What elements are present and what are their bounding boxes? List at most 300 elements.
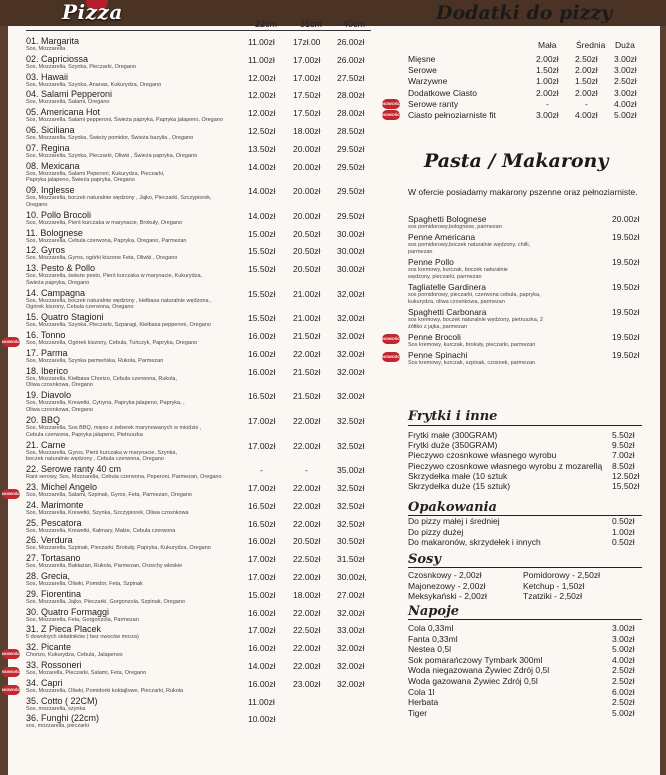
pizza-price: 10.00zł: [248, 714, 276, 725]
pizza-price: 33.00zł: [337, 625, 365, 636]
pizza-name: 24. Marimonte: [26, 499, 84, 510]
pizza-item: [26, 330, 326, 347]
pizza-price: 22.00zł: [293, 661, 321, 671]
pizza-ingredients: Sos, Mozzarella, Szynka, Pieczarki, Oliwki , Świeża papryka, Oregano: [26, 152, 198, 159]
frytki-rule: [408, 425, 642, 426]
napoje-price: 3.00zł: [612, 633, 635, 644]
opakowania-item: Do pizzy małej i średniej: [408, 516, 500, 526]
opakowania-price: 0.50zł: [612, 516, 635, 526]
new-badge-label: NOWOŚĆ: [2, 651, 21, 657]
dodatki-price: 1.00zł: [536, 76, 559, 87]
pizza-name: 04. Salami Pepperoni: [26, 89, 113, 100]
pizza-item: [26, 263, 326, 286]
pizza-price: 14.00zł: [248, 661, 276, 671]
pizza-ingredients: Sos, Mozzarella, Krewetki, Cytryna, Papryka jalapeno, Papryka, ,: [26, 400, 185, 407]
frytki-price: 12.50zł: [612, 470, 640, 481]
pizza-ingredients: Sos, Mozzarella, Oliwki, Pomidorki koktajlowe, Pieczarki, Rukola: [26, 687, 184, 694]
pizza-ingredients: Sos, Mozzarella, Szynka parmeńska, Rukola, Parmezan: [26, 358, 164, 364]
pizza-price: 12.00zł: [248, 72, 276, 83]
pizza-price: 32.00zł: [337, 331, 365, 342]
pizza-price: 18.00zł: [293, 126, 321, 136]
pasta-price: 19.50zł: [612, 257, 640, 267]
napoje-price: 3.00zł: [612, 623, 635, 633]
pizza-price: 16.50zł: [248, 500, 276, 511]
pasta-ingredients: Sos kremowy, kurczak, brokuły, pieczarki, parmezan: [408, 342, 536, 348]
pizza-ingredients: Sos, Mozzarella, Salami, Oregano: [26, 99, 110, 106]
dodatki-price: 2.50zł: [575, 54, 598, 64]
dodatki-price: 5.00zł: [614, 110, 637, 120]
pizza-price: 32.00zł: [337, 643, 365, 654]
pizza-price: 32.00zł: [337, 391, 365, 402]
frytki-price: 8.50zł: [612, 460, 635, 471]
pizza-price: 30.00zł: [337, 246, 365, 257]
napoje-price: 2.50zł: [612, 697, 635, 708]
pasta-intro: W ofercie posiadamy makarony pszenne oraz pełnoziarniste.: [408, 187, 638, 197]
pizza-ingredients: Oregano: [26, 201, 48, 208]
pizza-ingredients: Sos, Mozarella, Pieczarki, Salami, Feta, Oregano: [26, 670, 147, 676]
frytki-item: Frytki duże (350GRAM): [408, 440, 498, 451]
pizza-price: -: [260, 465, 263, 476]
pizza-ingredients: Sos, Mozzarella, świeże pesto, Pierś kurczaka w marynacie, Kukurydza,: [26, 273, 203, 280]
dodatki-price: -: [546, 98, 549, 109]
pizza-price: 32.00zł: [337, 607, 365, 618]
pizza-ingredients: Sos, Mozzarella, Feta, Gorgonzola, Parmezan: [26, 616, 139, 623]
pizza-price: 17.00zł: [248, 483, 276, 493]
sos-item: Ketchup - 1,50zł: [523, 580, 585, 591]
pizza-name: 28. Grecia,: [26, 571, 71, 581]
new-badge: [2, 649, 20, 659]
pizza-price: 32.00zł: [337, 678, 365, 689]
pizza-ingredients: Sos, Mozzarella, Szpinak, Pieczarki, Brokuły, Papryka, Kukurydza, Oregano: [26, 545, 211, 552]
pizza-name: 05. Americana Hot: [26, 107, 101, 118]
pizza-price: 22.00zł: [293, 416, 321, 426]
pizza-price: 15.00zł: [248, 589, 276, 600]
pizza-name: 14. Campagna: [26, 287, 86, 298]
pizza-price: 12.00zł: [248, 108, 276, 119]
pizza-name: 34. Capri: [26, 677, 63, 688]
pizza-item: [26, 589, 326, 606]
pasta-ingredients: parmezan: [408, 248, 433, 255]
dodatki-price: 3.00zł: [614, 87, 637, 98]
pizza-price: 22.50zł: [293, 625, 321, 636]
new-badge-label: NOWOŚĆ: [382, 112, 401, 117]
pizza-name: 23. Michel Angelo: [26, 482, 98, 492]
pizza-price: 11.00zł: [248, 54, 275, 65]
new-badge: [382, 110, 400, 120]
opakowania-price: 0.50zł: [612, 537, 635, 547]
opakowania-price: 1.00zł: [612, 526, 635, 537]
pizza-name: 06. Siciliana: [26, 125, 75, 135]
pizza-ingredients: Papryka jalapeno, Świeża papryka, Oregano: [26, 177, 135, 184]
new-badge-label: NOWOŚĆ: [2, 491, 21, 496]
dodatki-price: 3.00zł: [614, 65, 637, 76]
pasta-name: Penne Brocoli: [408, 332, 461, 342]
pizza-price: 26.00zł: [337, 54, 365, 65]
pizza-item: [26, 553, 326, 570]
pasta-ingredients: sos pomidorowy, pieczarki, czerwona cebula, papryka,: [408, 292, 541, 298]
napoje-item: Woda niegazowana Żywiec Zdrój 0,5l: [408, 665, 550, 676]
pizza-ingredients: Sos, Mozzarella, Szynka, Ananas, Kukurydza, Oregano: [26, 81, 162, 88]
pizza-price: 32.00zł: [337, 313, 365, 324]
pizza-ingredients: sos, mozzarella, pieczarki: [26, 723, 89, 730]
pizza-ingredients: Oliwa czosnkowa, Oregano: [26, 382, 93, 389]
dodatki-price: 2.00zł: [536, 54, 559, 64]
pizza-price: 21.00zł: [293, 313, 321, 324]
pizza-price: 32.50zł: [337, 518, 365, 529]
pizza-price: 30.00zł: [337, 228, 365, 239]
new-badge: [382, 99, 400, 109]
pizza-ingredients: Sos, Mozzarella, Salami pepperoni, Świeża papryka, Papryka jalapeno, Oregano: [26, 117, 223, 124]
pizza-name: 07. Regina: [26, 142, 70, 153]
pizza-price: 17.00zł: [248, 572, 276, 582]
pizza-price: 29.50zł: [337, 210, 365, 221]
pizza-ingredients: Sos, Mozzarella, Ogórek kiszony, Cebula, Tuńczyk, Papryka, Oregano: [26, 340, 198, 347]
pizza-price: 16.50zł: [248, 518, 276, 529]
pasta-name: Penne Pollo: [408, 257, 454, 267]
pizza-item: [26, 143, 326, 160]
new-badge: [2, 667, 20, 677]
pizza-price: 16.00zł: [248, 643, 276, 654]
pizza-price: 14.00zł: [248, 210, 276, 221]
pizza-price: 17.50zł: [293, 108, 321, 119]
napoje-item: Herbata: [408, 697, 439, 708]
pizza-ingredients: Sos, Mozzarella, Szynka, Pieczarki, Oregano: [26, 63, 137, 70]
opakowania-title: Opakowania: [408, 500, 497, 515]
pasta-price: 20.00zł: [612, 214, 640, 224]
pizza-price: 16.00zł: [248, 678, 276, 689]
pizza-price: 17.00zł: [248, 440, 276, 451]
pizza-item: [26, 288, 326, 311]
pizza-item: [26, 678, 326, 695]
napoje-item: Tiger: [408, 707, 428, 718]
frytki-price: 5.50zł: [612, 430, 635, 440]
pizza-ingredients: Sos, Mozzarella, Szynka, Pieczarki, Szparagi, Kiełbasa pepperoni, Oregano: [26, 322, 211, 329]
napoje-rule: [408, 619, 642, 620]
pizza-name: 25. Pescatora: [26, 517, 82, 528]
pizza-price: 30.50zł: [337, 536, 365, 547]
pizza-ingredients: Sos, Mozzarella, Kiełbasa Chorizo, Cebula czerwona, Rukola,: [26, 375, 178, 382]
dodatki-price: 4.00zł: [614, 98, 637, 109]
napoje-price: 6.00zł: [612, 686, 635, 697]
new-badge-label: NOWOŚĆ: [382, 354, 401, 359]
dodatki-item: Mięsne: [408, 54, 436, 64]
pizza-price: 15.00zł: [248, 228, 276, 239]
napoje-item: Cola 0,33ml: [408, 623, 454, 633]
pizza-ingredients: Sos, Mozzarella, Krewetki, Szynka, Szczypiorek, Oliwa czosnkowa: [26, 509, 189, 516]
dodatki-price: 1.50zł: [575, 76, 598, 87]
pizza-item: [26, 228, 326, 245]
frytki-price: 9.50zł: [612, 440, 635, 451]
pasta-price: 19.50zł: [612, 307, 640, 317]
pizza-ingredients: Sos, Mozzarella, boczek naturalnie wędzony , Jajko, Pieczarki, Szczypiorek,: [26, 195, 212, 202]
pizza-price: 20.50zł: [293, 264, 321, 275]
new-badge: [2, 685, 20, 695]
napoje-item: Cola 1l: [408, 686, 435, 697]
pizza-price: 21.00zł: [293, 288, 321, 299]
pizza-ingredients: Sos, Mozzarella, Sos BBQ, mięso z żeberek marynowanych w miodzie ,: [26, 425, 202, 431]
pizza-price: 12.00zł: [248, 90, 276, 101]
pasta-price: 19.50zł: [612, 282, 640, 292]
pasta-title: Pasta / Makarony: [424, 150, 609, 172]
pizza-price: 27.50zł: [337, 72, 365, 83]
pizza-price: 16.00zł: [248, 349, 276, 359]
pizza-price: 13.50zł: [248, 143, 276, 154]
pizza-name: 29. Fiorentina: [26, 588, 82, 599]
pizza-item: [26, 660, 326, 677]
frytki-item: Skrzydełka małe (10 sztuk: [408, 470, 508, 481]
napoje-item: Fanta 0,33ml: [408, 633, 458, 644]
pizza-price: 11.00zł: [248, 696, 275, 707]
sos-item: Majonezowy - 2,00zł: [408, 580, 486, 591]
pizza-price: 28.00zł: [337, 90, 365, 101]
dodatki-price: 1.50zł: [536, 65, 559, 76]
sosy-title: Sosy: [408, 552, 441, 567]
pizza-header-rule: [26, 30, 371, 31]
pizza-name: 12. Gyros: [26, 245, 66, 256]
pizza-price: 15.50zł: [248, 313, 276, 324]
pizza-ingredients: Sos, Mozzarella, Gyros, ogórki kiszone Feta, Oliwki , Oregano: [26, 255, 178, 262]
dodatki-item: Ciasto pełnoziarniste fit: [408, 110, 496, 120]
pizza-price: 12.50zł: [248, 126, 276, 136]
pizza-name: 08. Mexicana: [26, 160, 80, 171]
pizza-item: [26, 366, 326, 389]
pizza-price: 15.50zł: [248, 288, 276, 299]
frytki-item: Pieczywo czosnkowe własnego wyrobu z mozarellą: [408, 460, 603, 471]
pizza-item: [26, 571, 326, 588]
pizza-item: [26, 624, 326, 641]
dodatki-header-srednia: Średnia: [576, 40, 606, 50]
pizza-name: 35. Cotto ( 22CM): [26, 695, 98, 706]
frytki-item: Frytki małe (300GRAM): [408, 430, 498, 440]
pizza-price: 32.00zł: [337, 288, 365, 299]
pizza-ingredients: Sos, Mozzarella: [26, 46, 66, 52]
pasta-ingredients: sos kremowy, boczek naturalnie wędzony, pietruszka, 2: [408, 317, 543, 323]
pizza-price: 17.00zł: [293, 72, 321, 83]
pizza-ingredients: Oliwa czosnkowa, Oregano: [26, 406, 93, 413]
napoje-title: Napoje: [408, 604, 460, 619]
new-badge-label: NOWOŚĆ: [382, 336, 401, 341]
pizza-item: [26, 107, 326, 124]
pasta-name: Penne Spinachi: [408, 350, 468, 360]
pizza-item: [26, 607, 326, 624]
frytki-price: 15.50zł: [612, 481, 640, 491]
pizza-name: 16. Tonno: [26, 330, 66, 341]
pizza-ingredients: Sos, Mozzarella, Salami Peperoni, Kukurydza, Pieczarki,: [26, 170, 165, 177]
pasta-price: 19.50zł: [612, 332, 640, 342]
pasta-name: Spaghetti Carbonara: [408, 307, 487, 317]
pizza-price: 21.50zł: [293, 331, 321, 342]
new-badge-label: NOWOŚĆ: [2, 669, 21, 674]
pizza-price: 31.50zł: [337, 554, 365, 565]
napoje-item: Nestea 0,5l: [408, 644, 451, 655]
pizza-name: 31. Z Pieca Placek: [26, 624, 102, 635]
pizza-price: 20.00zł: [293, 161, 321, 172]
pizza-name: 13. Pesto & Pollo: [26, 263, 96, 274]
pizza-price: 22.00zł: [293, 572, 321, 582]
new-badge-label: NOWOŚĆ: [2, 686, 21, 692]
napoje-price: 4.00zł: [612, 654, 635, 665]
napoje-item: Woda gazowana Żywiec Zdrój 0,5l: [408, 676, 538, 686]
pizza-item: [26, 415, 326, 438]
pasta-name: Penne Americana: [408, 232, 476, 242]
pizza-price: 20.00zł: [293, 210, 321, 221]
pizza-item: [26, 713, 326, 730]
new-badge: [2, 489, 20, 499]
pasta-price: 19.50zł: [612, 350, 640, 360]
pasta-ingredients: Sos kremowy, kurczak, szpinak, czosnek, parmezan: [408, 360, 536, 366]
dodatki-header-duza: Duża: [615, 40, 635, 50]
pizza-name: 21. Carne: [26, 439, 66, 450]
pizza-item: [26, 518, 326, 535]
napoje-item: Sok pomarańczowy Tymbark 300ml: [408, 654, 543, 665]
sos-item: Tzatziki - 2,50zł: [523, 591, 583, 601]
pizza-price: 22.00zł: [293, 440, 321, 451]
pizza-ingredients: Świeża papryka, Oregano: [26, 279, 90, 286]
size-22-header: 22cm: [255, 19, 278, 29]
dodatki-price: 4.00zł: [575, 110, 598, 120]
pizza-item: [26, 348, 326, 365]
sos-item: Czosnkowy - 2,00zł: [408, 570, 482, 580]
pizza-price: 22.00zł: [293, 643, 321, 654]
pizza-price: 32.00zł: [337, 661, 365, 671]
pizza-price: 22.00zł: [293, 483, 321, 493]
napoje-price: 5.00zł: [612, 707, 635, 718]
pizza-price: 11.00zł: [248, 37, 275, 47]
pizza-price: 29.50zł: [337, 143, 365, 154]
pizza-price: 16.00zł: [248, 366, 276, 377]
pizza-ingredients: boczek naturalnie wędzony , Cebula czerwona, Oregano: [26, 456, 164, 463]
pizza-price: 16.00zł: [248, 536, 276, 547]
opakowania-item: Do makaronów, skrzydełek i innych: [408, 537, 541, 547]
sos-item: Pomidorowy - 2,50zł: [523, 570, 601, 580]
pizza-price: -: [305, 465, 308, 476]
pasta-price: 19.50zł: [612, 232, 640, 242]
pizza-price: 20.50zł: [293, 536, 321, 547]
pizza-price: 29.50zł: [337, 186, 365, 197]
dodatki-item: Serowe ranty: [408, 98, 459, 109]
pizza-price: 21.50zł: [293, 391, 321, 402]
pizza-name: 33. Rossoneri: [26, 660, 82, 670]
pizza-price: 22.00zł: [293, 607, 321, 618]
dodatki-item: Serowe: [408, 65, 437, 76]
pizza-name: 32. Picante: [26, 642, 72, 653]
pizza-ingredients: Sos, Mozzarella, Salami, Szpinak, Gyros, Feta, Parmezan, Oregano: [26, 492, 192, 498]
napoje-price: 5.00zł: [612, 644, 635, 655]
pizza-ingredients: 5 dowolnych składników ( bez owoców morza): [26, 634, 139, 641]
opakowania-item: Do pizzy dużej: [408, 526, 464, 537]
pizza-ingredients: Sos, Mozzarella, Pierś kurczaka w marynacie, Brokuły, Oregano: [26, 219, 183, 226]
pizza-price: 22.50zł: [293, 554, 321, 565]
pizza-price: 32.50zł: [337, 416, 365, 426]
new-badge-label: NOWOŚĆ: [382, 100, 401, 106]
frytki-price: 7.00zł: [612, 450, 635, 461]
pizza-item: [26, 72, 326, 89]
pizza-price: 28.00zł: [337, 108, 365, 119]
pizza-item: [26, 210, 326, 227]
new-badge: [2, 337, 20, 347]
pizza-ingredients: Sos, Mozzarella, Krewetki, Kalmary, Małże, Cebula czerwona: [26, 527, 176, 534]
new-badge: [382, 352, 400, 362]
pizza-price: 22.00zł: [293, 349, 321, 359]
pizza-item: [26, 390, 326, 413]
pizza-price: 32.50zł: [337, 500, 365, 511]
pizza-name: 27. Tortasano: [26, 553, 81, 564]
pizza-item: [26, 482, 326, 499]
pizza-price: 22.00zł: [293, 500, 321, 511]
pizza-ingredients: Ogórek kiszony, Cebula czerwona, Oregano: [26, 304, 134, 311]
size-31-header: 31cm: [300, 19, 323, 29]
pizza-item: [26, 464, 326, 481]
pasta-name: Spaghetti Bolognese: [408, 214, 487, 224]
dodatki-item: Dodatkowe Ciasto: [408, 87, 477, 98]
pizza-ingredients: Sos, mozzarella, szynka: [26, 705, 86, 712]
pizza-name: 19. Diavolo: [26, 390, 72, 401]
pizza-price: 17.00zł: [248, 416, 276, 426]
size-40-header: 40cm: [343, 19, 366, 29]
dodatki-item: Warzywne: [408, 76, 448, 87]
new-badge-label: NOWOŚĆ: [2, 339, 21, 345]
pizza-price: 17.00zł: [248, 554, 276, 565]
dodatki-title: Dodatki do pizzy: [436, 2, 613, 24]
pizza-ingredients: Sos, Mozzarella, Bakłażan, Rukola, Parmezan, Orzechy włoskie: [26, 563, 183, 570]
pizza-ingredients: Sos, Mozzarella, Oliwki, Pomidor, Feta, Szpinak: [26, 581, 143, 587]
napoje-price: 2.50zł: [612, 676, 635, 686]
pizza-price: 28.50zł: [337, 126, 365, 136]
pizza-name: 11. Bolognese: [26, 227, 83, 238]
pasta-ingredients: wędzony, pieczarki, parmezan: [408, 273, 482, 280]
dodatki-price: 2.50zł: [614, 76, 637, 87]
dodatki-price: 2.00zł: [536, 87, 559, 98]
pizza-item: [26, 36, 326, 53]
pizza-price: 35.00zł: [337, 465, 365, 476]
pizza-ingredients: Chorizo, Kukurydza, Cebula, Jalapenos: [26, 652, 123, 659]
pizza-name: 15. Quatro Stagioni: [26, 312, 104, 323]
pizza-price: 27.00zł: [337, 589, 365, 600]
pizza-name: 01. Margarita: [26, 36, 80, 46]
pizza-ingredients: Sos, Mozzarella, Szynka, Świeży pomidor, Świeża bazylia , Oregano: [26, 135, 194, 141]
pizza-item: [26, 125, 326, 142]
pizza-name: 17. Parma: [26, 348, 68, 358]
pizza-price: 22.00zł: [293, 518, 321, 529]
pasta-ingredients: sos pomidorowy,boczek naturalnie wędzony, chilli,: [408, 242, 531, 248]
pizza-name: 09. Inglesse: [26, 185, 75, 196]
pizza-name: 22. Serowe ranty 40 cm: [26, 464, 122, 475]
pizza-price: 17zł.00: [293, 37, 321, 47]
pizza-item: [26, 440, 326, 463]
pizza-price: 16.50zł: [248, 391, 276, 402]
pizza-price: 23.00zł: [293, 678, 321, 689]
pizza-price: 20.50zł: [293, 228, 321, 239]
pizza-item: [26, 245, 326, 262]
pizza-price: 20.00zł: [293, 186, 321, 197]
pizza-item: [26, 89, 326, 106]
pizza-price: 14.00zł: [248, 186, 276, 197]
pizza-price: 30.00zł: [337, 264, 365, 275]
pizza-price: 21.50zł: [293, 366, 321, 377]
pizza-item: [26, 312, 326, 329]
pizza-name: 03. Hawaii: [26, 71, 69, 82]
pizza-price: 30.00zł,: [337, 572, 367, 582]
frytki-title: Frytki i inne: [408, 409, 498, 424]
pizza-name: 02. Capriciossa: [26, 53, 89, 64]
pizza-title: Pizza: [62, 0, 123, 24]
pasta-ingredients: kukurydza, oliwa czosnkowa, parmezan: [408, 298, 505, 305]
pasta-ingredients: sos pomidorowy,bolognese, parmezan: [408, 224, 502, 230]
dodatki-price: 3.00zł: [614, 54, 637, 64]
pizza-ingredients: Cebula czerwona, Papryka jalapeno, Pietruszka: [26, 431, 143, 438]
pizza-ingredients: Sos, Mozzarella, boczek naturalnie wędzony , kiełbasa naturalnie wędzona ,: [26, 297, 212, 304]
pizza-price: 16.00zł: [248, 607, 276, 618]
